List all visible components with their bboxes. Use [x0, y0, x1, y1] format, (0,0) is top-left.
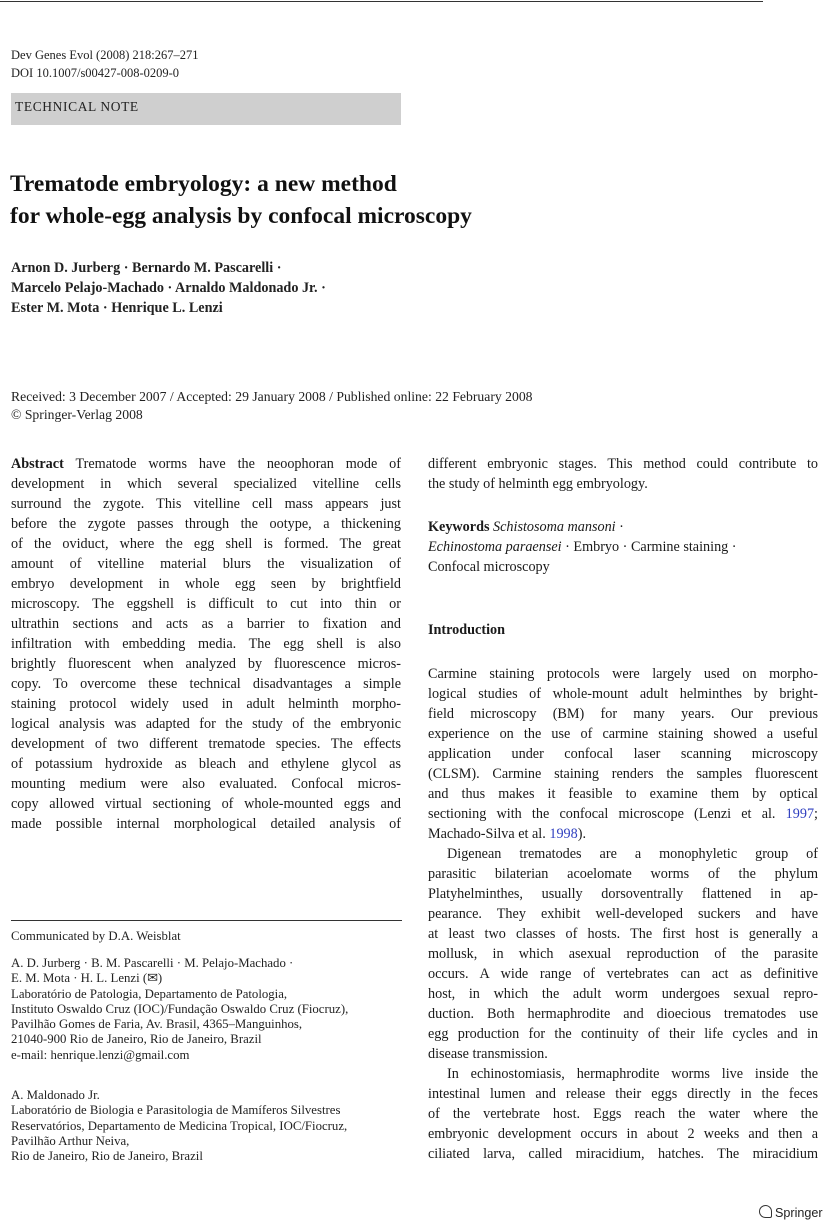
intro-line: disease transmission. — [428, 1046, 548, 1062]
publisher-name: Springer — [775, 1206, 823, 1220]
top-rule — [0, 1, 763, 2]
affiliation-line: Reservatórios, Departamento de Medicina Tropical, IOC/Fiocruz, — [11, 1118, 348, 1133]
abstract-line: logical analysis was adapted for the study of the embryonic — [11, 716, 401, 732]
author-line: Ester M. Mota · Henrique L. Lenzi — [11, 300, 223, 316]
footnote-rule — [11, 920, 402, 921]
abstract-line: amount of vitelline material blurs the visualization of — [11, 556, 401, 572]
abstract-line: copy. To overcome these technical disadvantages a simple — [11, 676, 401, 692]
author-list — [11, 258, 326, 318]
intro-line: sectioning with the confocal microscope (Lenzi et al. 1997; — [428, 806, 818, 822]
abstract-line: surround the zygote. This vitelline cell mass appears just — [11, 496, 401, 512]
affiliation-line: Pavilhão Gomes de Faria, Av. Brasil, 4365–Manguinhos, — [11, 1017, 303, 1032]
keyword: Schistosoma mansoni — [493, 519, 616, 535]
article-history — [11, 388, 533, 424]
intro-line: Digenean trematodes are a monophyletic group of — [447, 846, 818, 862]
intro-line: Platyhelminthes, usually dorsoventrally flattened in ap- — [428, 886, 818, 902]
reference-link[interactable]: 1998 — [549, 826, 578, 842]
intro-line: experience on the use of carmine staining showed a useful — [428, 726, 818, 742]
intro-line: of the vertebrate host. Eggs reach the water where the — [428, 1106, 818, 1122]
affiliation-line: Instituto Oswaldo Cruz (IOC)/Fundação Oswaldo Cruz (Fiocruz), — [11, 1001, 349, 1016]
abstract-line: copy allowed virtual sectioning of whole-mounted eggs and — [11, 796, 401, 812]
affiliation-line: 21040-900 Rio de Janeiro, Rio de Janeiro, Brazil — [11, 1032, 262, 1047]
author-line: Marcelo Pelajo-Machado · Arnaldo Maldonado Jr. · — [11, 280, 326, 296]
copyright-line: © Springer-Verlag 2008 — [11, 407, 143, 422]
intro-line: intestinal lumen and release their eggs directly in the feces — [428, 1086, 818, 1102]
intro-line: Carmine staining protocols were largely used on morpho- — [428, 666, 818, 682]
email-line: e-mail: henrique.lenzi@gmail.com — [11, 1047, 190, 1062]
abstract-line: ultrathin sections and acts as a barrier to fixation and — [11, 616, 401, 632]
abstract-continued-line: the study of helminth egg embryology. — [428, 476, 648, 492]
author-line: Arnon D. Jurberg · Bernardo M. Pascarelli · — [11, 260, 282, 276]
affiliation-line: A. D. Jurberg · B. M. Pascarelli · M. Pelajo-Machado · — [11, 956, 294, 970]
abstract-line: microscopy. The eggshell is difficult to cut into thin or — [11, 596, 401, 612]
keywords-line: Keywords Schistosoma mansoni · — [428, 519, 624, 535]
publisher-mark — [759, 1205, 823, 1220]
abstract-line: brightly fluorescent when analyzed by fluorescence micros- — [11, 656, 401, 672]
keywords-heading: Keywords — [428, 519, 490, 535]
abstract-line: of potassium hydroxide as bleach and ethylene glycol as — [11, 756, 401, 772]
abstract-line: of the oviduct, where the egg shell is formed. The great — [11, 536, 401, 552]
intro-line: duction. Both hermaphrodite and dioecious trematodes use — [428, 1006, 818, 1022]
abstract-line: infiltration with embedding media. The egg shell is also — [11, 636, 401, 652]
abstract-line: development of two different trematode species. The effects — [11, 736, 401, 752]
reference-link[interactable]: 1997 — [785, 806, 815, 822]
dates-line: Received: 3 December 2007 / Accepted: 29 January 2008 / Published online: 22 February 2008 — [11, 389, 533, 404]
section-label: TECHNICAL NOTE — [15, 99, 139, 114]
intro-line: host, in which the adult worm undergoes sexual repro- — [428, 986, 818, 1002]
abstract-line: made possible internal morphological detailed analysis of — [11, 816, 401, 832]
introduction-heading: Introduction — [428, 622, 505, 638]
intro-line: at least two classes of hosts. The first host is generally a — [428, 926, 818, 942]
intro-line: Machado-Silva et al. 1998). — [428, 826, 586, 842]
communicated-by: Communicated by D.A. Weisblat — [11, 929, 181, 943]
abstract-line: staining protocol widely used in adult helminth morpho- — [11, 696, 401, 712]
affiliation-2 — [11, 1088, 347, 1164]
intro-line: parasitic bilaterian acoelomate worms of the phylum — [428, 866, 818, 882]
intro-line: pearance. They exhibit well-developed suckers and have — [428, 906, 818, 922]
abstract-line: before the zygote passes through the ootype, a thickening — [11, 516, 401, 532]
title-line: Trematode embryology: a new method — [10, 171, 397, 197]
affiliation-line: A. Maldonado Jr. — [11, 1088, 100, 1102]
abstract-line: mounting medium were also evaluated. Confocal micros- — [11, 776, 401, 792]
intro-line: application under confocal laser scanning microscopy — [428, 746, 818, 762]
abstract-line: development in which several specialized vitelline cells — [11, 476, 401, 492]
doi-line: DOI 10.1007/s00427-008-0209-0 — [11, 66, 180, 80]
intro-line: occurs. A wide range of vertebrates can act as definitive — [428, 966, 818, 982]
keyword: Echinostoma paraensei — [428, 539, 562, 555]
section-label-band — [11, 93, 401, 125]
abstract-continued-line: different embryonic stages. This method could contribute to — [428, 456, 818, 472]
intro-line: In echinostomiasis, hermaphrodite worms live inside the — [447, 1066, 818, 1082]
abstract-first-line: Abstract Trematode worms have the neoophoran mode of — [11, 456, 401, 472]
affiliation-line: Laboratório de Patologia, Departamento de Patologia, — [11, 986, 288, 1001]
affiliation-1 — [11, 956, 348, 1063]
title-line: for whole-egg analysis by confocal microscopy — [10, 203, 472, 229]
article-title — [10, 168, 472, 232]
abstract-heading: Abstract — [11, 456, 64, 472]
intro-line: logical studies of whole-mount adult helminthes by bright- — [428, 686, 818, 702]
affiliation-line: Rio de Janeiro, Rio de Janeiro, Brazil — [11, 1149, 203, 1164]
intro-line: (CLSM). Carmine staining renders the samples fluorescent — [428, 766, 818, 782]
abstract-line: embryo development in whole egg seen by brightfield — [11, 576, 401, 592]
springer-logo-icon — [759, 1205, 772, 1218]
intro-line: and thus makes it feasible to examine them by optical — [428, 786, 818, 802]
intro-line: field microscopy (BM) for many years. Our previous — [428, 706, 818, 722]
affiliation-line: Pavilhão Arthur Neiva, — [11, 1133, 130, 1148]
keywords-line: Echinostoma paraensei · Embryo · Carmine staining · — [428, 539, 737, 555]
abstract-column — [11, 454, 401, 834]
right-column — [428, 454, 818, 1164]
intro-line: ciliated larva, called miracidium, hatches. The miracidium — [428, 1146, 818, 1162]
keywords-line: Confocal microscopy — [428, 559, 550, 575]
journal-citation: Dev Genes Evol (2008) 218:267–271 — [11, 48, 199, 62]
affiliation-line: E. M. Mota · H. L. Lenzi (✉) — [11, 971, 163, 986]
intro-line: egg production for the continuity of their life cycles and in — [428, 1026, 818, 1042]
affiliation-line: Laboratório de Biologia e Parasitologia de Mamíferos Silvestres — [11, 1103, 341, 1118]
intro-line: mollusk, in which asexual reproduction of the parasite — [428, 946, 818, 962]
intro-line: embryonic development occurs in about 2 weeks and then a — [428, 1126, 818, 1142]
